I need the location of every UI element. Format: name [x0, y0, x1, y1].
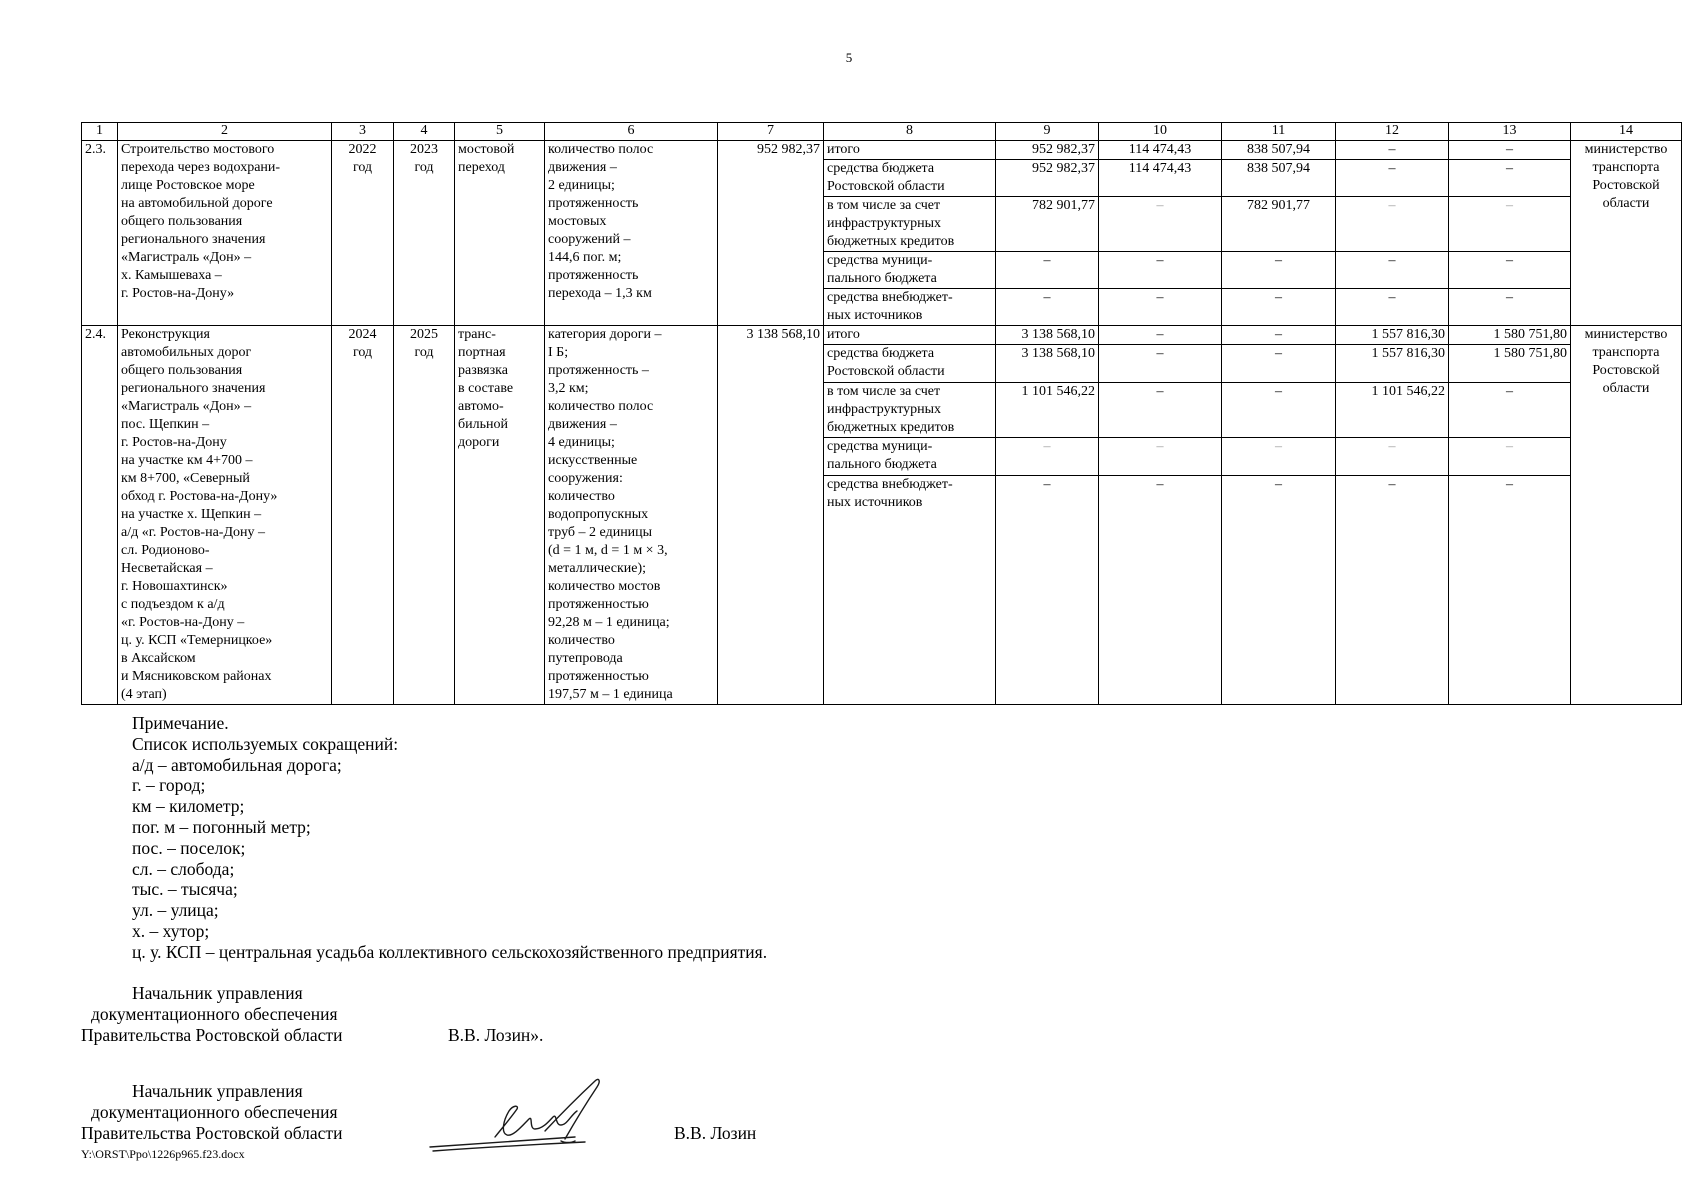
amount-cell: – [1222, 289, 1336, 326]
signatory-position-line: Правительства Ростовской области [81, 1025, 343, 1045]
amount-cell: – [1099, 345, 1222, 383]
column-header: 8 [824, 123, 996, 141]
column-header: 4 [394, 123, 455, 141]
amount-cell: – [1449, 382, 1571, 438]
column-header: 10 [1099, 123, 1222, 141]
responsible-executor: министерство транспорта Ростовской области [1571, 326, 1682, 705]
signatory-position-line: документационного обеспечения [91, 1102, 338, 1122]
amount-cell: – [1336, 438, 1449, 476]
funding-source-label: итого [824, 141, 996, 160]
program-table [81, 122, 1682, 705]
amount-cell: 838 507,94 [1222, 141, 1336, 160]
amount-cell: – [1222, 345, 1336, 383]
signatory-name: В.В. Лозин». [448, 1025, 544, 1045]
object-type: мостовой переход [455, 141, 545, 326]
amount-cell: 952 982,37 [996, 141, 1099, 160]
column-header: 1 [82, 123, 118, 141]
abbreviation-item: г. – город; [132, 775, 206, 796]
signatory-position-line: Правительства Ростовской области [81, 1123, 343, 1143]
amount-cell: – [1336, 289, 1449, 326]
table-header-row [82, 123, 1682, 141]
amount-cell: – [1222, 476, 1336, 705]
characteristics: категория дороги – I Б; протяженность – 3,2 км; количество полос движения – 4 единицы; искусственные сооружения: количество водопропускных труб – 2 единицы (d = 1 м, d = 1 м × 3, металлические); количество мостов протяженностью 92,28 м – 1 единица; количество путепровода протяженностью 197,57 м – 1 единица [545, 326, 718, 705]
amount-cell: 782 901,77 [1222, 197, 1336, 252]
characteristics: количество полос движения – 2 единицы; протяженность мостовых сооружений – 144,6 пог. м; протяженность перехода – 1,3 км [545, 141, 718, 326]
amount-cell: – [1449, 438, 1571, 476]
amount-cell: – [1449, 289, 1571, 326]
amount-cell: – [1336, 160, 1449, 197]
amount-cell: – [1336, 476, 1449, 705]
column-header: 12 [1336, 123, 1449, 141]
amount-cell: – [996, 476, 1099, 705]
amount-cell: – [1099, 289, 1222, 326]
funding-source-label: средства муници- пального бюджета [824, 252, 996, 289]
estimated-cost: 952 982,37 [718, 141, 824, 326]
funding-source-label: в том числе за счет инфраструктурных бюджетных кредитов [824, 382, 996, 438]
amount-cell: 114 474,43 [1099, 160, 1222, 197]
column-header: 9 [996, 123, 1099, 141]
row-number: 2.4. [82, 326, 118, 705]
amount-cell: 1 580 751,80 [1449, 326, 1571, 345]
funding-source-label: средства внебюджет- ных источников [824, 476, 996, 705]
estimated-cost: 3 138 568,10 [718, 326, 824, 705]
amount-cell: – [1099, 197, 1222, 252]
amount-cell: – [1222, 252, 1336, 289]
amount-cell: 1 101 546,22 [1336, 382, 1449, 438]
amount-cell: – [1336, 197, 1449, 252]
abbreviation-item: ц. у. КСП – центральная усадьба коллективного сельскохозяйственного предприятия. [132, 941, 768, 962]
page-number: 5 [845, 50, 853, 65]
column-header: 7 [718, 123, 824, 141]
notes-subtitle: Список используемых сокращений: [132, 733, 399, 754]
funding-source-label: средства бюджета Ростовской области [824, 345, 996, 383]
amount-cell: – [1336, 141, 1449, 160]
handwritten-signature [425, 1075, 645, 1155]
amount-cell: 1 557 816,30 [1336, 326, 1449, 345]
amount-cell: – [1449, 197, 1571, 252]
funding-source-label: в том числе за счет инфраструктурных бюджетных кредитов [824, 197, 996, 252]
column-header: 11 [1222, 123, 1336, 141]
amount-cell: – [1222, 382, 1336, 438]
end-year: 2025 год [394, 326, 455, 705]
signatory-position-line: Начальник управления [132, 983, 303, 1003]
object-name: Реконструкция автомобильных дорог общего пользования регионального значения «Магистраль «Дон» – пос. Щепкин – г. Ростов-на-Дону на участке км 4+700 – км 8+700, «Северный обход г. Ростова-на-Дону» на участке х. Щепкин – а/д «г. Ростов-на-Дону – сл. Родионово- Несветайская – г. Новошахтинск» с подъездом к а/д «г. Ростов-на-Дону – ц. у. КСП «Темерницкое» в Аксайском и Мясниковском районах (4 этап) [118, 326, 332, 705]
responsible-executor: министерство транспорта Ростовской области [1571, 141, 1682, 326]
table-row [82, 141, 1682, 160]
amount-cell: 3 138 568,10 [996, 345, 1099, 383]
amount-cell: 1 557 816,30 [1336, 345, 1449, 383]
amount-cell: – [1222, 326, 1336, 345]
abbreviation-item: пог. м – погонный метр; [132, 816, 311, 837]
signatory-name: В.В. Лозин [674, 1123, 757, 1143]
amount-cell: – [996, 438, 1099, 476]
amount-cell: – [1099, 438, 1222, 476]
start-year: 2022 год [332, 141, 394, 326]
column-header: 14 [1571, 123, 1682, 141]
abbreviation-item: тыс. – тысяча; [132, 879, 238, 900]
amount-cell: – [1099, 252, 1222, 289]
abbreviation-item: км – километр; [132, 796, 245, 817]
amount-cell: 952 982,37 [996, 160, 1099, 197]
funding-source-label: средства муници- пального бюджета [824, 438, 996, 476]
amount-cell: – [1449, 252, 1571, 289]
amount-cell: 3 138 568,10 [996, 326, 1099, 345]
amount-cell: – [1099, 382, 1222, 438]
signatory-position-line: Начальник управления [132, 1081, 303, 1101]
row-number: 2.3. [82, 141, 118, 326]
amount-cell: 1 580 751,80 [1449, 345, 1571, 383]
amount-cell: – [1449, 141, 1571, 160]
abbreviation-item: ул. – улица; [132, 900, 219, 921]
amount-cell: – [1336, 252, 1449, 289]
start-year: 2024 год [332, 326, 394, 705]
abbreviation-item: х. – хутор; [132, 920, 210, 941]
notes-section [132, 713, 767, 963]
amount-cell: – [1222, 438, 1336, 476]
amount-cell: 782 901,77 [996, 197, 1099, 252]
funding-source-label: средства бюджета Ростовской области [824, 160, 996, 197]
abbreviation-item: а/д – автомобильная дорога; [132, 754, 342, 775]
end-year: 2023 год [394, 141, 455, 326]
file-path: Y:\ORST\Ppo\1226p965.f23.docx [81, 1147, 245, 1161]
object-name: Строительство мостового перехода через водохрани- лище Ростовское море на автомобильной дороге общего пользования регионального значения «Магистраль «Дон» – х. Камышеваха – г. Ростов-на-Дону» [118, 141, 332, 326]
amount-cell: 1 101 546,22 [996, 382, 1099, 438]
abbreviation-item: сл. – слобода; [132, 858, 235, 879]
amount-cell: 838 507,94 [1222, 160, 1336, 197]
object-type: транс- портная развязка в составе автомо- бильной дороги [455, 326, 545, 705]
amount-cell: – [1449, 476, 1571, 705]
amount-cell: 114 474,43 [1099, 141, 1222, 160]
column-header: 13 [1449, 123, 1571, 141]
column-header: 2 [118, 123, 332, 141]
notes-title: Примечание. [132, 713, 229, 733]
amount-cell: – [1449, 160, 1571, 197]
funding-source-label: средства внебюджет- ных источников [824, 289, 996, 326]
column-header: 5 [455, 123, 545, 141]
amount-cell: – [996, 252, 1099, 289]
signatory-position-line: документационного обеспечения [91, 1004, 338, 1024]
abbreviation-item: пос. – поселок; [132, 837, 246, 858]
amount-cell: – [1099, 326, 1222, 345]
amount-cell: – [1099, 476, 1222, 705]
table-row [82, 326, 1682, 345]
amount-cell: – [996, 289, 1099, 326]
column-header: 3 [332, 123, 394, 141]
column-header: 6 [545, 123, 718, 141]
funding-source-label: итого [824, 326, 996, 345]
